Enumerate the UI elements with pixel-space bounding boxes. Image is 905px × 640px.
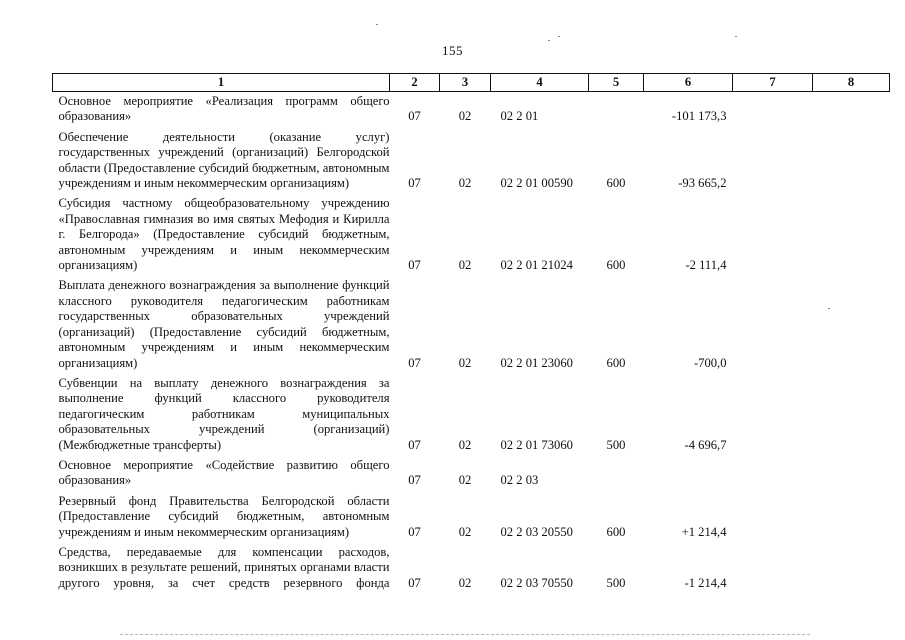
- row-section: 07: [408, 176, 421, 191]
- row-amount: -4 696,7: [684, 437, 727, 452]
- row-subsection: 02: [458, 355, 472, 370]
- row-section: 07: [408, 109, 421, 124]
- column-header-5: 5: [589, 74, 644, 92]
- scan-speck: [376, 24, 378, 25]
- row-amount: -2 111,4: [685, 258, 727, 273]
- row-description: Субсидия частному общеобразовательному учреждению «Православная гимназия во имя святых Мефодия и Кирилла г. Белгорода» (Предоставление субсидий бюджетным, автономным учреждениям и иным некоммерческим организациям): [58, 196, 390, 273]
- column-header-6: 6: [644, 74, 733, 92]
- row-expense-type: 500: [606, 575, 626, 590]
- column-header-1: 1: [53, 74, 390, 92]
- column-header-7: 7: [733, 74, 813, 92]
- column-header-3: 3: [440, 74, 491, 92]
- row-col7: [733, 276, 813, 373]
- column-header-4: 4: [491, 74, 589, 92]
- row-target-code: 02 2 03: [500, 473, 539, 488]
- row-expense-type: 500: [606, 437, 626, 452]
- row-target-code: 02 2 01: [500, 109, 539, 124]
- row-subsection: 02: [458, 176, 472, 191]
- row-amount: -101 173,3: [671, 109, 727, 124]
- row-expense-type: [589, 92, 644, 128]
- row-col8: [813, 456, 890, 492]
- row-section: 07: [408, 575, 421, 590]
- row-target-code: 02 2 01 00590: [500, 176, 573, 191]
- row-expense-type: 600: [606, 524, 626, 539]
- row-subsection: 02: [458, 575, 472, 590]
- row-amount: [644, 456, 733, 492]
- scan-speck: [548, 40, 550, 41]
- page-number: 155: [442, 43, 463, 58]
- row-col7: [733, 492, 813, 543]
- scan-speck: [558, 36, 560, 37]
- row-section: 07: [408, 524, 421, 539]
- row-description: Выплата денежного вознаграждения за выполнение функций классного руководителя педагогическим работникам государственных образовательных учреждений (организаций) (Предоставление субсидий бюджетным, автономным учреждениям и иным некоммерческим организациям): [58, 278, 390, 370]
- row-amount: -700,0: [693, 355, 727, 370]
- table-row: [53, 456, 890, 492]
- row-expense-type: 600: [606, 176, 626, 191]
- row-expense-type: 600: [606, 258, 626, 273]
- row-section: 07: [408, 473, 421, 488]
- row-section: 07: [408, 437, 421, 452]
- row-subsection: 02: [458, 524, 472, 539]
- row-col7: [733, 194, 813, 276]
- row-section: 07: [408, 355, 421, 370]
- row-target-code: 02 2 03 70550: [500, 575, 573, 590]
- row-subsection: 02: [458, 258, 472, 273]
- row-expense-type: [589, 456, 644, 492]
- row-target-code: 02 2 03 20550: [500, 524, 573, 539]
- row-description: Средства, передаваемые для компенсации расходов, возникших в результате решений, принятых органами власти другого уровня, за счет средств резервного фонда: [58, 544, 390, 590]
- row-col8: [813, 374, 890, 456]
- row-target-code: 02 2 01 73060: [500, 437, 573, 452]
- budget-table: [52, 73, 890, 594]
- row-col7: [733, 128, 813, 195]
- row-description: Основное мероприятие «Реализация программ общего образования»: [58, 94, 390, 124]
- row-target-code: 02 2 01 23060: [500, 355, 573, 370]
- table-row: [53, 374, 890, 456]
- row-amount: -93 665,2: [678, 176, 727, 191]
- row-col8: [813, 492, 890, 543]
- header-row: [53, 74, 890, 92]
- row-col8: [813, 194, 890, 276]
- row-target-code: 02 2 01 21024: [500, 258, 573, 273]
- column-header-2: 2: [390, 74, 440, 92]
- scan-speck: [828, 308, 830, 309]
- column-header-8: 8: [813, 74, 890, 92]
- scan-artifact-line: [120, 634, 810, 636]
- row-col8: [813, 276, 890, 373]
- row-col8: [813, 92, 890, 128]
- row-description: Субвенции на выплату денежного вознаграждения за выполнение функций классного руководителя педагогическим работникам муниципальных образовательных учреждений (организаций) (Межбюджетные трансферты): [58, 375, 390, 452]
- row-col8: [813, 543, 890, 594]
- row-description: Резервный фонд Правительства Белгородской области (Предоставление субсидий бюджетным, автономным учреждениям и иным некоммерческим организациям): [58, 493, 390, 539]
- row-expense-type: 600: [606, 355, 626, 370]
- row-col7: [733, 543, 813, 594]
- row-subsection: 02: [458, 473, 472, 488]
- row-col7: [733, 374, 813, 456]
- row-subsection: 02: [458, 109, 472, 124]
- row-description: Обеспечение деятельности (оказание услуг) государственных учреждений (организаций) Белгородской области (Предоставление субсидий бюджетным, автономным учреждениям и иным некоммерческим организациям): [58, 129, 390, 191]
- row-subsection: 02: [458, 437, 472, 452]
- table-row: [53, 92, 890, 128]
- table-row: [53, 276, 890, 373]
- row-section: 07: [408, 258, 421, 273]
- table-row: [53, 194, 890, 276]
- table-row: [53, 543, 890, 594]
- row-description: Основное мероприятие «Содействие развитию общего образования»: [58, 457, 390, 488]
- row-col7: [733, 92, 813, 128]
- table-row: [53, 492, 890, 543]
- row-amount: -1 214,4: [684, 575, 727, 590]
- row-col7: [733, 456, 813, 492]
- table-row: [53, 128, 890, 195]
- row-col8: [813, 128, 890, 195]
- row-amount: +1 214,4: [681, 524, 727, 539]
- scan-speck: [735, 36, 737, 37]
